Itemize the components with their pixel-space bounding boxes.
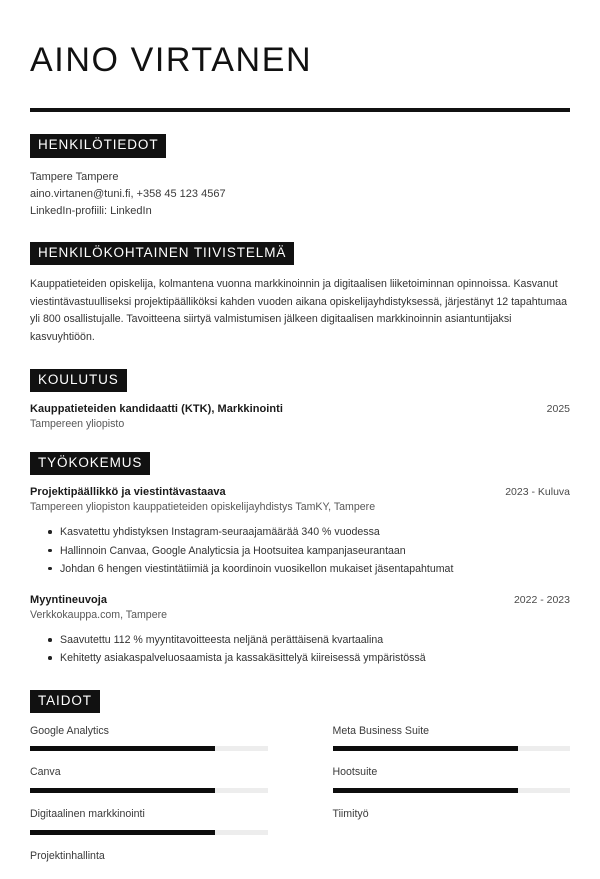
summary-paragraph: Kauppatieteiden opiskelija, kolmantena vuonna markkinoinnin ja digitaalisen liiketoiminnan opinnoissa. Kasvanut viestintävastuulliseksi projektipäälliköksi kahden vuoden aikana opiskelijayhdistyksessä, järjestänyt 12 tapahtumaa yli 800 osallistujalle. Tavoitteena siirtyä valmistumisen jälkeen digitaalisen markkinoinnin asiantuntijaksi kasvuyhtiöön. <box>30 277 568 344</box>
experience-job-title: Myyntineuvoja <box>30 594 108 607</box>
skill-bar-fill <box>30 788 215 793</box>
skill-label: Canva <box>30 766 61 779</box>
section-heading-education: KOULUTUS <box>30 369 127 392</box>
experience-employer: Tampereen yliopiston kauppatieteiden opiskelijayhdistys TamKY, Tampere <box>30 501 376 514</box>
experience-date: 2022 - 2023 <box>513 594 570 607</box>
skill-bar-fill <box>333 788 518 793</box>
experience-bullet: Johdan 6 hengen viestintätiimiä ja koordinoin vuosikellon mukaiset jäsentapahtumat <box>48 560 570 578</box>
skill-label: Google Analytics <box>30 724 109 737</box>
candidate-name: AINO VIRTANEN <box>30 41 313 79</box>
skill-label: Tiimityö <box>332 808 369 821</box>
experience-date: 2023 - Kuluva <box>505 486 570 499</box>
education-entry <box>30 403 570 430</box>
experience-bullet: Kasvatettu yhdistyksen Instagram-seuraajamäärää 340 % vuodessa <box>48 523 570 541</box>
skill-item <box>30 725 268 767</box>
experience-entry <box>30 486 570 578</box>
skill-label: Meta Business Suite <box>332 724 430 737</box>
skill-bar-track <box>30 788 268 793</box>
experience-bullet: Saavutettu 112 % myyntitavoitteesta neljänä perättäisenä kvartaalina <box>48 631 570 649</box>
skill-bar-track <box>333 788 571 793</box>
experience-job-title: Projektipäällikkö ja viestintävastaava <box>30 486 226 499</box>
header-divider <box>30 108 570 112</box>
experience-entry <box>30 594 570 667</box>
experience-bullet: Hallinnoin Canvaa, Google Analyticsia ja Hootsuitea kampanjaseurantaan <box>48 542 570 560</box>
contact-linkedin[interactable]: LinkedIn-profiili: LinkedIn <box>30 204 152 217</box>
summary-body <box>30 276 570 347</box>
skill-item <box>333 808 571 850</box>
experience-bullet: Kehitetty asiakaspalveluosaamista ja kassakäsittelyä kiireisessä ympäristössä <box>48 649 570 667</box>
experience-entry-head <box>30 594 570 606</box>
experience-bullet-list <box>30 631 570 667</box>
education-institution: Tampereen yliopisto <box>30 418 125 431</box>
skill-bar-fill <box>30 830 215 835</box>
skill-bar-track <box>333 746 571 751</box>
section-heading-skills: TAIDOT <box>30 690 100 713</box>
experience-entry-head <box>30 486 570 498</box>
experience-bullet-list <box>30 523 570 578</box>
skill-bar-track <box>30 830 268 835</box>
education-degree: Kauppatieteiden kandidaatti (KTK), Markkinointi <box>30 403 283 416</box>
education-body <box>30 403 570 430</box>
skill-item <box>333 766 571 808</box>
education-entry-head <box>30 403 570 415</box>
skill-label: Digitaalinen markkinointi <box>30 808 145 821</box>
section-education <box>30 369 570 430</box>
experience-body <box>30 486 570 667</box>
skills-grid <box>30 725 570 879</box>
section-skills <box>30 690 570 879</box>
section-heading-personal-info: HENKILÖTIEDOT <box>30 134 166 157</box>
skill-bar-fill <box>30 746 215 751</box>
skill-bar-fill <box>333 746 518 751</box>
section-experience <box>30 452 570 667</box>
skill-item <box>30 808 268 850</box>
skill-item <box>30 850 268 879</box>
contact-email-phone: aino.virtanen@tuni.fi, +358 45 123 4567 <box>30 187 226 200</box>
skill-label: Hootsuite <box>332 766 378 779</box>
education-date: 2025 <box>546 403 570 416</box>
skill-label: Projektinhallinta <box>30 849 105 862</box>
section-summary <box>30 242 570 347</box>
contact-location: Tampere Tampere <box>30 170 119 183</box>
section-heading-summary: HENKILÖKOHTAINEN TIIVISTELMÄ <box>30 242 294 265</box>
personal-info-body <box>30 169 570 220</box>
skill-item <box>333 725 571 767</box>
section-personal-info <box>30 134 570 219</box>
experience-employer: Verkkokauppa.com, Tampere <box>30 609 168 622</box>
section-heading-experience: TYÖKOKEMUS <box>30 452 150 475</box>
skill-item <box>30 766 268 808</box>
skill-bar-track <box>30 746 268 751</box>
